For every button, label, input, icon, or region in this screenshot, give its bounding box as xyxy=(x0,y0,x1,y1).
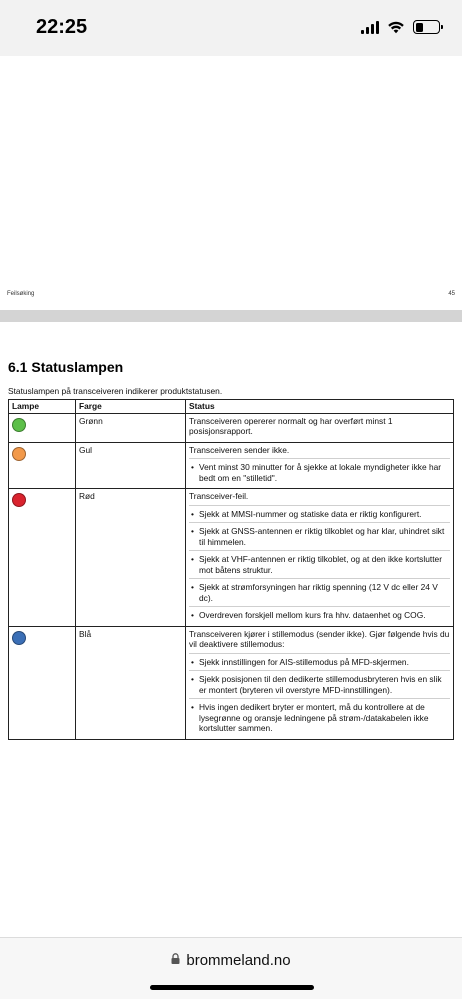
status-bullet: • Sjekk at strømforsyningen har riktig spenning (12 V dc eller 24 V dc). xyxy=(189,578,450,606)
status-bullet: • Sjekk at GNSS-antennen er riktig tilkoblet og har klar, uhindret sikt til himmelen. xyxy=(189,522,450,550)
table-body xyxy=(9,413,454,739)
section-title: 6.1 Statuslampen xyxy=(8,359,124,375)
lock-icon xyxy=(171,953,180,967)
status-bullet-list xyxy=(189,653,450,737)
status-cell xyxy=(186,442,454,489)
lamp-cell xyxy=(9,413,76,442)
browser-bottom-bar xyxy=(0,937,462,999)
cellular-signal-icon xyxy=(361,20,379,34)
status-text: Transceiveren opererer normalt og har overført minst 1 posisjonsrapport. xyxy=(189,415,393,436)
header-lamp: Lampe xyxy=(9,400,76,414)
color-cell: Blå xyxy=(76,626,186,739)
lamp-cell xyxy=(9,489,76,627)
status-lamp-icon xyxy=(12,493,26,507)
header-color: Farge xyxy=(76,400,186,414)
status-text: Transceiveren sender ikke. xyxy=(189,444,290,455)
status-bullet-list xyxy=(189,458,450,486)
status-table xyxy=(8,399,454,740)
home-indicator[interactable] xyxy=(150,985,314,990)
status-bullet: • Sjekk at VHF-antennen er riktig tilkoblet, og at den ikke kortslutter mot båtens struktur. xyxy=(189,550,450,578)
url-text: brommeland.no xyxy=(186,952,291,969)
status-lamp-icon xyxy=(12,447,26,461)
table-row xyxy=(9,413,454,442)
table-header-row xyxy=(9,400,454,414)
table-row xyxy=(9,489,454,627)
page-divider xyxy=(0,310,462,322)
page-number: 45 xyxy=(448,291,455,297)
lamp-cell xyxy=(9,626,76,739)
color-cell: Gul xyxy=(76,442,186,489)
status-bullet: • Sjekk innstillingen for AIS-stillemodus på MFD-skjermen. xyxy=(189,653,450,671)
status-cell xyxy=(186,626,454,739)
battery-icon xyxy=(413,20,440,34)
status-cell xyxy=(186,413,454,442)
status-icons xyxy=(361,20,440,34)
status-text: Transceiver-feil. xyxy=(189,491,249,501)
clock: 22:25 xyxy=(36,16,88,38)
lamp-cell xyxy=(9,442,76,489)
color-cell: Rød xyxy=(76,489,186,627)
status-lamp-icon xyxy=(12,418,26,432)
status-bullet: • Sjekk posisjonen til den dedikerte stillemodusbryteren hvis en slik er montert (bryteren vil overstyre MFD-innstillingen). xyxy=(189,670,450,698)
header-status: Status xyxy=(186,400,454,414)
status-bullet: • Vent minst 30 minutter for å sjekke at lokale myndigheter ikke har bedt om en "stilletid". xyxy=(189,458,450,486)
status-text: Transceiveren kjører i stillemodus (sender ikke). Gjør følgende hvis du vil deaktivere stillemodus: xyxy=(189,628,450,649)
status-bullet: • Sjekk at MMSI-nummer og statiske data er riktig konfigurert. xyxy=(189,505,450,523)
intro-text: Statuslampen på transceiveren indikerer produktstatusen. xyxy=(8,386,223,396)
status-lamp-icon xyxy=(12,631,26,645)
previous-page xyxy=(0,56,462,310)
table-row xyxy=(9,442,454,489)
status-bullet: • Hvis ingen dedikert bryter er montert, må du kontrollere at de lysegrønne og oransje ledningene på strøm-/datakabelen ikke kortslutter sammen. xyxy=(189,698,450,737)
table-row xyxy=(9,626,454,739)
status-bullet-list xyxy=(189,505,450,624)
status-cell xyxy=(186,489,454,627)
status-bullet: • Overdreven forskjell mellom kurs fra hhv. dataenhet og COG. xyxy=(189,606,450,624)
status-bar xyxy=(0,0,462,56)
color-cell: Grønn xyxy=(76,413,186,442)
page-footer-section: Feilsøking xyxy=(7,291,35,297)
document-page xyxy=(0,322,462,937)
address-bar[interactable] xyxy=(0,952,462,969)
wifi-icon xyxy=(387,20,405,34)
